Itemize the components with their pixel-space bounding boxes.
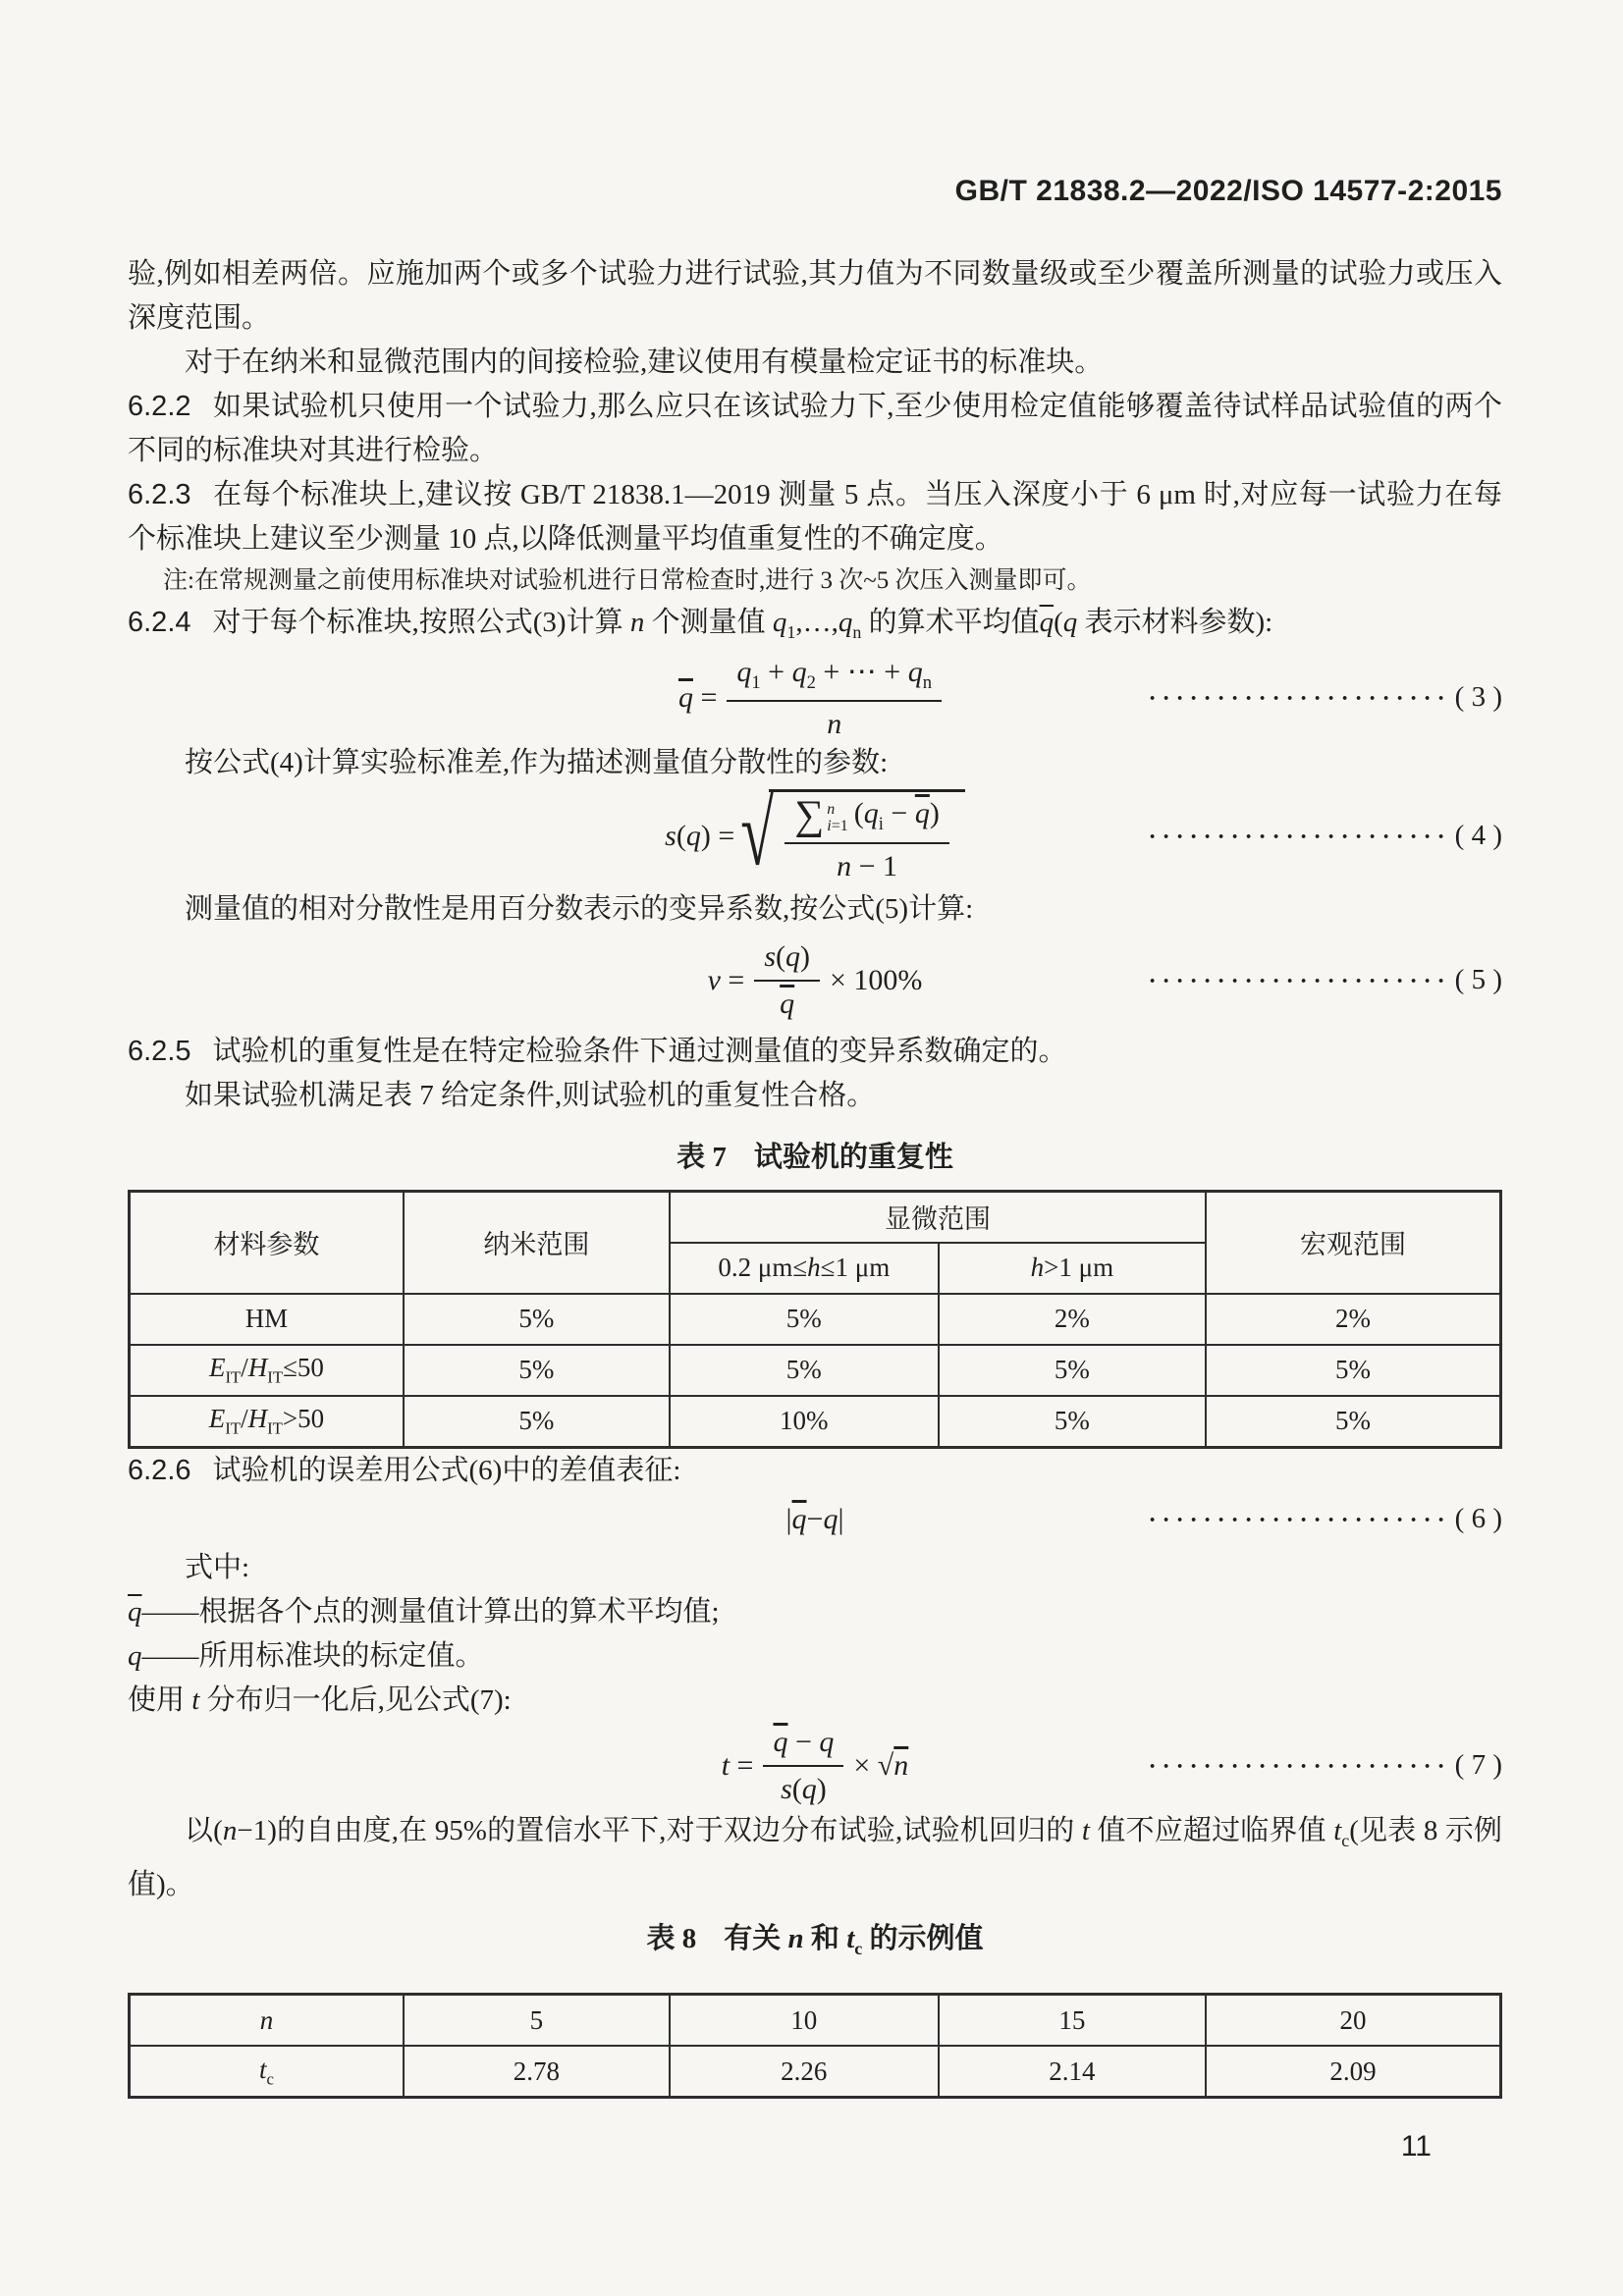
paragraph-closing: 以(n−1)的自由度,在 95%的置信水平下,对于双边分布试验,试验机回归的 t 值不应超过临界值 $t_c$(见表 8 示例值)。 (128, 1814, 1502, 1900)
table-7 (128, 1190, 1502, 1449)
formula-number: ( 4 ) (1454, 820, 1502, 852)
section-6-2-5 (128, 1030, 1502, 1074)
header-cell-micro-sub2: h>1 μm (939, 1243, 1206, 1294)
section-number: 6.2.3 (128, 479, 191, 510)
paragraph-use-t: 使用 t 分布归一化后,见公式(7): (128, 1683, 512, 1716)
formula-6 (128, 1493, 1502, 1546)
square-root (740, 781, 965, 885)
section-text: 试验机的误差用公式(6)中的差值表征: (212, 1454, 681, 1486)
section-number: 6.2.2 (128, 391, 191, 422)
note-line: 注:在常规测量之前使用标准块对试验机进行日常检查时,进行 3 次~5 次压入测量即可。 (163, 567, 1092, 594)
formula-leader (1149, 820, 1502, 852)
fraction (754, 940, 820, 1021)
page-content (128, 0, 1502, 2163)
table-7-header-row (130, 1191, 1501, 1243)
page-number: 11 (1400, 2130, 1432, 2163)
cell-value: 5% (670, 1294, 939, 1345)
header-cell-material-parameter: 材料参数 (130, 1191, 404, 1294)
denominator: n (727, 700, 942, 741)
cell-row-label: HM (130, 1294, 404, 1345)
paragraph-indirect-check: 对于在纳米和显微范围内的间接检验,建议使用有模量检定证书的标准块。 (185, 347, 1104, 378)
cell-value: 15 (939, 1995, 1206, 2047)
table-8-label: 表 8 (646, 1922, 697, 1954)
table-row (130, 1345, 1501, 1396)
formula-3 (128, 655, 1502, 741)
cell-value: 2.78 (404, 2046, 670, 2098)
definition-q: q——所用标准块的标定值。 (128, 1639, 484, 1672)
cell-row-label: $E_{IT}/H_{IT}\le 50$ (130, 1345, 404, 1396)
cell-value: 5 (404, 1995, 670, 2047)
formula-leader (1149, 681, 1502, 714)
header-cell-micro-sub1: 0.2 μm≤h≤1 μm (670, 1243, 939, 1294)
paragraph-relative-dispersion: 测量值的相对分散性是用百分数表示的变异系数,按公式(5)计算: (185, 892, 974, 925)
formula-7-post: × √n (853, 1748, 909, 1782)
table-row (130, 1294, 1501, 1345)
cell-value: 20 (1206, 1995, 1500, 2047)
formula-7-math (722, 1726, 909, 1806)
formula-number: ( 5 ) (1454, 964, 1502, 996)
table-7-caption (128, 1136, 1502, 1180)
section-6-2-6 (128, 1449, 1502, 1493)
cell-row-label: $E_{IT}/H_{IT}>50$ (130, 1396, 404, 1448)
formula-number: ( 7 ) (1454, 1749, 1502, 1782)
section-number: 6.2.5 (128, 1035, 191, 1067)
dot-leader: ······················ (1148, 825, 1451, 851)
cell-value: 5% (1206, 1396, 1500, 1448)
fraction (727, 655, 942, 741)
table-row (130, 1995, 1501, 2047)
cell-value: 5% (670, 1345, 939, 1396)
formula-leader (1149, 1749, 1502, 1782)
section-6-2-3 (128, 473, 1502, 561)
section-text: 对于每个标准块,按照公式(3)计算 n 个测量值 $q_1,\dots,q_n$ 的算术平均值$\overline{q}(q$ 表示材料参数): (212, 607, 1273, 642)
standard-number-header: GB/T 21838.2—2022/ISO 14577-2:2015 (954, 175, 1502, 207)
cell-row-label: $t_c$ (130, 2046, 404, 2098)
table-8 (128, 1993, 1502, 2099)
denominator: q (754, 980, 820, 1021)
formula-leader (1149, 964, 1502, 996)
cell-value: 10 (670, 1995, 939, 2047)
section-number: 6.2.6 (128, 1454, 191, 1486)
cell-value: 10% (670, 1396, 939, 1448)
cell-value: 2.14 (939, 2046, 1206, 2098)
fraction (763, 1726, 843, 1806)
formula-leader (1149, 1503, 1502, 1535)
formula-3-lhs: $\overline{q}$ = (677, 680, 718, 714)
section-text: 如果试验机只使用一个试验力,那么应只在该试验力下,至少使用检定值能够覆盖待试样品试验值的两个不同的标准块对其进行检验。 (128, 391, 1502, 466)
paragraph-continued: 验,例如相差两倍。应施加两个或多个试验力进行试验,其力值为不同数量级或至少覆盖所测量的试验力或压入深度范围。 (128, 258, 1502, 334)
cell-value: 5% (939, 1345, 1206, 1396)
cell-value: 5% (1206, 1345, 1500, 1396)
formula-6-math: | $\overline{q}$ − q | (785, 1502, 844, 1535)
section-text: 试验机的重复性是在特定检验条件下通过测量值的变异系数确定的。 (212, 1035, 1067, 1067)
cell-value: 2.26 (670, 2046, 939, 2098)
cell-value: 2% (939, 1294, 1206, 1345)
numerator: $q_1 + q_2$ + ⋯ + $q_n$ (736, 655, 933, 693)
formula-5 (128, 932, 1502, 1030)
paragraph-where: 式中: (185, 1551, 250, 1583)
formula-3-math (678, 655, 951, 741)
dot-leader: ······················ (1148, 1754, 1451, 1781)
formula-4-math (665, 781, 965, 885)
denominator: s(q) (763, 1765, 843, 1806)
paragraph-if-table7: 如果试验机满足表 7 给定条件,则试验机的重复性合格。 (185, 1079, 876, 1111)
table-7-label: 表 7 (676, 1141, 727, 1173)
section-6-2-2 (128, 385, 1502, 473)
table-8-caption (128, 1917, 1502, 1971)
numerator: s(q) (764, 939, 810, 973)
dot-leader: ······················ (1148, 969, 1451, 995)
dot-leader: ······················ (1148, 1508, 1451, 1534)
formula-5-post: × 100% (830, 963, 923, 996)
formula-7 (128, 1723, 1502, 1809)
fraction (784, 792, 949, 883)
cell-value: 5% (404, 1345, 670, 1396)
numerator: $\overline{q} - q$ (773, 1725, 835, 1758)
cell-row-label: n (130, 1995, 404, 2047)
dot-leader: ······················ (1148, 686, 1451, 713)
header-cell-nano-range: 纳米范围 (404, 1191, 670, 1294)
table-8-title: 有关 n 和 $t_c$ 的示例值 (724, 1922, 984, 1958)
formula-4-lhs: s(q) = (665, 819, 735, 852)
definition-qbar: $\overline{q}——$根据各个点的测量值计算出的算术平均值; (128, 1595, 720, 1628)
header-cell-macro-range: 宏观范围 (1206, 1191, 1500, 1294)
numerator: ∑ n i=1 $(q_i - \overline{q})$ (794, 792, 940, 838)
paragraph-eq4-intro: 按公式(4)计算实验标准差,作为描述测量值分散性的参数: (185, 746, 889, 778)
table-row (130, 1396, 1501, 1448)
formula-7-lhs: t = (721, 1748, 754, 1782)
radicand (769, 789, 965, 883)
header-cell-micro-range: 显微范围 (670, 1191, 1206, 1243)
table-row (130, 2046, 1501, 2098)
formula-number: ( 6 ) (1454, 1503, 1502, 1535)
section-6-2-4 (128, 601, 1502, 655)
cell-value: 5% (939, 1396, 1206, 1448)
formula-4 (128, 781, 1502, 887)
formula-5-lhs: v = (707, 963, 745, 996)
cell-value: 5% (404, 1294, 670, 1345)
cell-value: 5% (404, 1396, 670, 1448)
table-7-title: 试验机的重复性 (753, 1141, 953, 1173)
cell-value: 2% (1206, 1294, 1500, 1345)
cell-value: 2.09 (1206, 2046, 1500, 2098)
formula-5-math (708, 940, 923, 1021)
formula-number: ( 3 ) (1454, 681, 1502, 714)
section-number: 6.2.4 (128, 607, 191, 638)
radical-symbol: √ (740, 781, 775, 885)
denominator: n − 1 (784, 842, 949, 883)
section-text: 在每个标准块上,建议按 GB/T 21838.1—2019 测量 5 点。当压入深度小于 6 μm 时,对应每一试验力在每个标准块上建议至少测量 10 点,以降低测量平均值重复性的不确定度。 (128, 479, 1502, 555)
